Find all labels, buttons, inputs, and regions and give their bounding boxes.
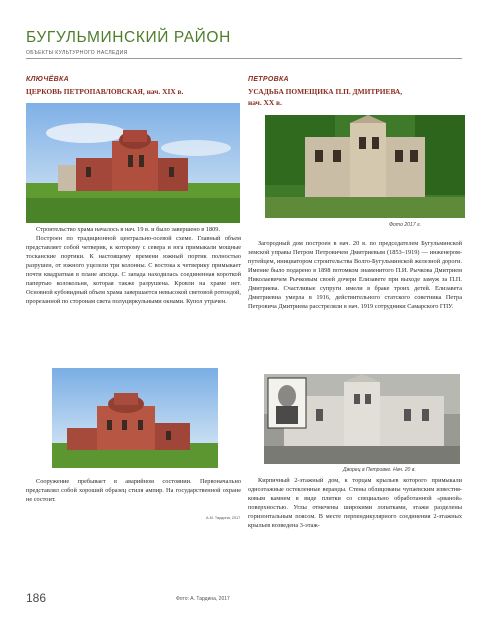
historic-photo-caption: Дворец в Петровке. Нач. 20 в. [343,467,416,473]
left-heading: ЦЕРКОВЬ ПЕТРОПАВЛОВСКАЯ, нач. XIX в. [26,87,184,96]
right-heading-line-2: нач. XX в. [248,98,282,107]
page-number: 186 [26,591,47,605]
manor-photo-caption: Фото 2017 г. [389,222,421,228]
church-photo-2 [52,368,218,468]
right-heading [248,86,462,108]
left-paragraph-1: Строительство храма началось в нач. 19 в. и было завершено в 1809. [36,226,221,233]
right-paragraph-1: Загородный дом построен в нач. 20 в. по председателем Бугульминской земской управы Петром Петровичем Дмитриевым (1853–1919) — инженером-путейцем, инициатором строительства Волго-Бугульминской железной дороги. Имение было подарено в 1898 потомком знаменитого П.И. Рычкова Дмитрием Николаевичем Рычковым своей дочери Елизавете при выходе замуж за П.П. Дмитриева. Счастливые супруги имели в браке троих детей. Елизавета Дмитриевна умерла в 1916, действительного статского советника Петра Петровича Дмитриева расстреляли в нач. 1919 сотрудники Самарского ГПУ. [248,240,462,310]
right-heading-line-1: УСАДЬБА ПОМЕЩИКА П.П. ДМИТРИЕВА, [248,87,403,96]
left-village-name: КЛЮЧЁВКА [26,76,69,83]
section-subtitle: ОБЪЕКТЫ КУЛЬТУРНОГО НАСЛЕДИЯ [26,50,128,56]
left-text-block-1 [26,226,241,307]
right-paragraph-2: Кирпичный 2-этажный дом, к торцам крыльев которого примыкали одноэтажные остекленные веранды. Стены облицованы чупаевским известняковым камнем в виде плитки со специально обработанной «рваной» поверхностью. Углы отмечены широкими лопатками, этажи разделены горизонтальным поясом. В месте перпендикулярного соединения 2-этажных крыльев возведена 3-этаж- [248,477,462,529]
church-photo-1 [26,103,240,223]
left-paragraph-2: Построен по традиционной центрально-осевой схеме. Главный объем представляет собой четверик, к которому с севера и юга примыкали мощные тосканские портики. К настоящему времени южный портик полностью разрушен, от южного уцелели три колонны. С востока к четверику примыкает почти квадратная в плане апсида. С запада находилась соединенная короткой папертью колокольня, которая также разрушена. Кровли на храме нет. Основной кубовидный объем храма завершается невысокой световой ротондой, прорезанной по сторонам света полуциркульными окнами. Купол утрачен. [26,234,241,305]
manor-photo [265,115,465,218]
left-photo-credit: А.М. Тардина, 2017 [206,516,241,520]
historic-manor-photo [264,374,460,464]
left-paragraph-3: Сооружение пребывает в аварийном состоянии. Первоначально представлял собой хороший образец стиля ампир. На государственной охране не состоит. [26,478,241,503]
header-rule [26,58,462,59]
right-text-block-2 [248,477,462,531]
right-text-block-1 [248,240,462,312]
region-title: БУГУЛЬМИНСКИЙ РАЙОН [26,29,231,46]
footer-photo-credit: Фото: А. Тардина, 2017 [176,596,230,602]
right-village-name: ПЕТРОВКА [248,76,289,83]
left-text-block-2 [26,478,241,505]
